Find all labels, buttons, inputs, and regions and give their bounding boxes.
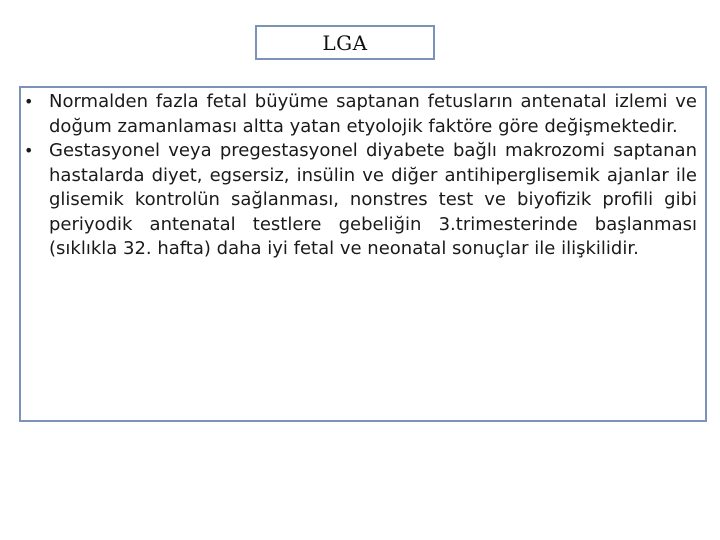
bullet-item [21,139,697,262]
bullet-dot-icon: • [24,141,34,160]
title-box [255,25,435,60]
bullet-item [21,90,697,139]
bullet-text: Gestasyonel veya pregestasyonel diyabete bağlı makrozomi saptanan hastalarda diyet, egsersiz, insülin ve diğer antihiperglisemik ajanlar ile glisemik kontrolün sağlanması, nonstres test ve biyofizik profili gibi periyodik antenatal testlere gebeliğin 3.trimesterinde başlanması (sıklıkla 32. hafta) daha iyi fetal ve neonatal sonuçlar ile ilişkilidir. [49,140,697,259]
bullet-text: Normalden fazla fetal büyüme saptanan fetusların antenatal izlemi ve doğum zamanlaması altta yatan etyolojik faktöre göre değişmektedir. [49,91,697,137]
slide-title: LGA [322,30,368,55]
bullet-dot-icon: • [24,92,34,111]
bullet-list [21,90,697,262]
content-box [19,86,707,422]
